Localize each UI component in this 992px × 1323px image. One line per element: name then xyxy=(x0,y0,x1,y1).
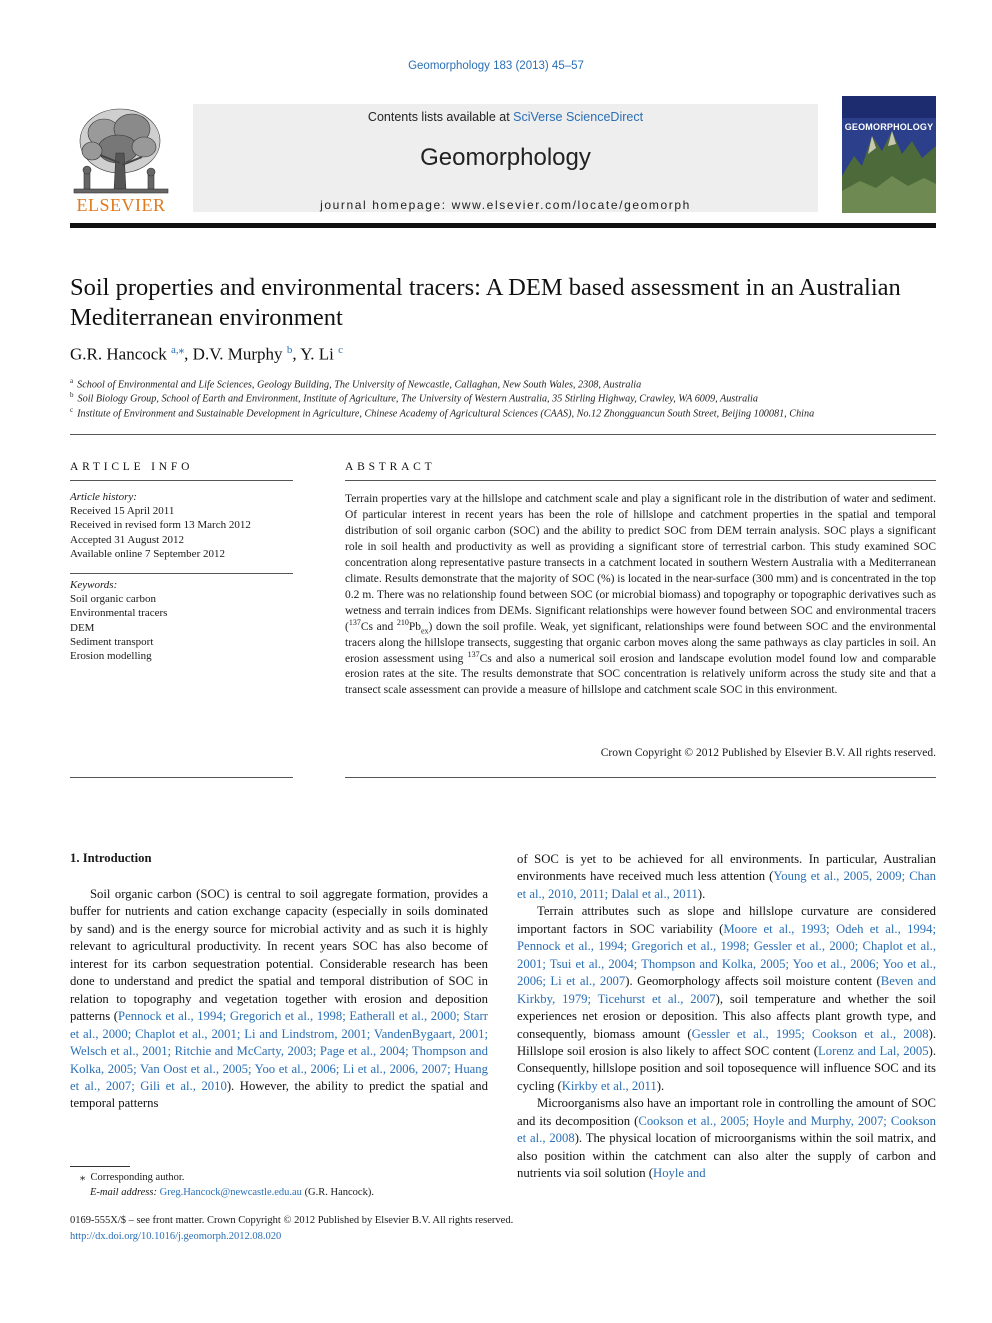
citation-link[interactable]: Cookson et al., 2005; Hoyle and Murphy, 2007; Cookson et al., 2008 xyxy=(517,1113,936,1146)
body-text: ). Hillslope soil erosion is also likely to affect SOC content ( xyxy=(517,1026,936,1058)
body-paragraph xyxy=(70,886,488,1113)
contents-prefix: Contents lists available at xyxy=(367,110,514,124)
keyword-item: Soil organic carbon xyxy=(70,593,156,606)
body-text: of SOC is yet to be achieved for all environments. In particular, Australian environments have received much less attention ( xyxy=(517,852,936,884)
elsevier-logo xyxy=(70,103,172,215)
affiliation-mark: a xyxy=(70,377,74,385)
citation-link[interactable]: Kirkby et al., 2011 xyxy=(561,1078,657,1093)
isotope-mass: 210 xyxy=(396,617,409,627)
body-text: ). Geomorphology affects soil moisture content ( xyxy=(625,974,881,989)
body-text: Terrain attributes such as slope and hillslope curvature are considered important factors in SOC variability ( xyxy=(517,904,936,936)
isotope-mass: 137 xyxy=(348,617,361,627)
article-title: Soil properties and environmental tracers: A DEM based assessment in an Australian Mediterranean environment xyxy=(70,274,901,331)
body-text: ). Consequently, hillslope position and soil toposequence will influence SOC and its cycling ( xyxy=(517,1043,936,1093)
body-text: ). xyxy=(697,886,706,901)
citation-link[interactable]: Beven and Kirkby, 1979; Ticehurst et al., 2007 xyxy=(517,974,936,1006)
email-label: E-mail address: xyxy=(90,1187,157,1199)
divider xyxy=(70,777,293,778)
abstract-text xyxy=(345,492,936,699)
body-paragraph xyxy=(517,851,936,903)
abstract-copyright: Crown Copyright © 2012 Published by Elsevier B.V. All rights reserved. xyxy=(600,747,936,759)
citation-link[interactable]: Lorenz and Lal, 2005 xyxy=(818,1043,929,1058)
divider xyxy=(345,480,936,481)
divider xyxy=(70,480,293,481)
history-label: Article history: xyxy=(70,491,137,503)
citation-link[interactable]: Young et al., 2005, 2009; Chan et al., 2010, 2011; Dalal et al., 2011 xyxy=(517,869,936,901)
elsevier-wordmark: ELSEVIER xyxy=(76,195,166,215)
footnote-rule xyxy=(70,1166,130,1167)
keyword-item: Sediment transport xyxy=(70,635,154,648)
body-text: Microorganisms also have an important role in controlling the amount of SOC and its decomposition ( xyxy=(517,1096,936,1128)
article-history xyxy=(70,490,293,561)
body-paragraph xyxy=(517,1095,936,1182)
affiliation-mark: b xyxy=(70,391,74,399)
isotope-mass: 137 xyxy=(467,649,480,659)
body-column-right xyxy=(517,851,936,1183)
affiliation-a xyxy=(70,377,641,390)
author-list xyxy=(70,343,343,365)
front-matter-footer xyxy=(70,1213,670,1244)
keyword-item: DEM xyxy=(70,621,95,634)
journal-cover-image xyxy=(842,96,936,213)
history-item: Received in revised form 13 March 2012 xyxy=(70,519,251,532)
author-affiliation-mark[interactable]: a,⁎ xyxy=(171,344,185,356)
corresponding-author-note xyxy=(70,1170,488,1185)
body-text: ). xyxy=(656,1078,665,1093)
footnote-mark: ⁎ xyxy=(80,1172,86,1183)
author-affiliation-mark[interactable]: c xyxy=(338,344,344,356)
author-name: G.R. Hancock xyxy=(70,344,167,364)
cover-title: GEOMORPHOLOGY xyxy=(844,122,934,132)
citation-link[interactable]: Moore et al., 1993; Odeh et al., 1994; Pennock et al., 1994; Gregorich et al., 1998; Gessler et al., 2000; Chaplot et al., 2001; Tsui et al., 2004; Thompson and Kolka, 2005; Yoo et al., 2006; Yoo et al., 2006; Li et al., 2007 xyxy=(517,921,936,989)
article-info-heading: ARTICLE INFO xyxy=(70,461,194,473)
keyword-item: Erosion modelling xyxy=(70,650,152,663)
author-separator: , xyxy=(292,344,301,364)
abstract-part: Cs and xyxy=(360,620,397,633)
history-item: Received 15 April 2011 xyxy=(70,505,175,518)
affiliation-text: Institute of Environment and Sustainable Development in Agriculture, Chinese Academy of Agricultural Sciences (CAAS), No.12 Zhongguancun South Street, Beijing 100081, China xyxy=(77,408,815,420)
citation-link[interactable]: Gessler et al., 1995; Cookson et al., 2008 xyxy=(691,1026,929,1041)
journal-banner xyxy=(193,104,818,212)
journal-name: Geomorphology xyxy=(420,144,591,171)
keywords xyxy=(70,578,293,663)
journal-homepage[interactable]: journal homepage: www.elsevier.com/locate/geomorph xyxy=(320,198,691,212)
doi-link[interactable]: http://dx.doi.org/10.1016/j.geomorph.2012.08.020 xyxy=(70,1230,282,1242)
affiliation-text: Soil Biology Group, School of Earth and Environment, Institute of Agriculture, The University of Western Australia, 35 Stirling Highway, Crawley, WA 6009, Australia xyxy=(77,393,758,405)
section-heading-introduction: 1. Introduction xyxy=(70,851,152,865)
body-text: ). The physical location of microorganisms within the soil matrix, and also position within the catchment can also alter the supply of carbon and nutrients via soil solution ( xyxy=(517,1131,936,1181)
abstract-part: ) down the soil profile. Weak, yet significant, relationships were found between SOC and the environmental tracers along the hillslope transects, suggesting that organic carbon moves along the same pathways as clay particles in soil. An erosion assessment using xyxy=(345,620,937,665)
footnote xyxy=(70,1170,488,1201)
author-affiliation-mark[interactable]: b xyxy=(286,344,293,356)
author-name: Y. Li xyxy=(300,344,334,364)
body-column-left xyxy=(70,886,488,1113)
author-name: D.V. Murphy xyxy=(192,344,283,364)
affiliation-c xyxy=(70,406,814,419)
abstract-heading: ABSTRACT xyxy=(345,461,436,473)
isotope-subscript: ex xyxy=(420,625,429,635)
body-text: ), soil temperature and whether the soil experiences net erosion or deposition. This also affects plant growth type, and consequently, biomass amount ( xyxy=(517,991,936,1041)
journal-cover xyxy=(842,96,936,213)
affiliation-text: School of Environmental and Life Sciences, Geology Building, The University of Newcastle, Callaghan, New South Wales, 2308, Australia xyxy=(77,379,642,391)
header-rule xyxy=(70,223,936,228)
citation-link[interactable]: Pennock et al., 1994; Gregorich et al., 1998; Eatherall et al., 2000; Starr et al., 2000; Chaplot et al., 2001; Li and Lindstrom, 2001; VandenBygaart, 2001; Welsch et al., 2001; Ritchie and McCarty, 2003; Page et al., 2004; Thompson and Kolka, 2005; Van Oost et al., 2005; Yoo et al., 2006; Li et al., 2006, 2007; Huang et al., 2007; Gili et al., 2010 xyxy=(70,1009,488,1093)
history-item: Available online 7 September 2012 xyxy=(70,547,225,560)
keywords-label: Keywords: xyxy=(70,579,118,591)
divider xyxy=(70,573,293,574)
body-text: ). However, the ability to predict the spatial and temporal patterns xyxy=(70,1078,488,1111)
divider xyxy=(345,777,936,778)
email-link[interactable]: Greg.Hancock@newcastle.edu.au xyxy=(159,1187,302,1199)
footnote-text: Corresponding author. xyxy=(90,1172,185,1183)
divider xyxy=(70,434,936,435)
keyword-item: Environmental tracers xyxy=(70,607,168,620)
abstract-part: Pb xyxy=(408,620,421,633)
body-paragraph xyxy=(517,903,936,1095)
contents-line xyxy=(193,110,818,124)
abstract-part: Cs and also a numerical soil erosion and landscape evolution model found low and comparable erosion rates at the site. The results demonstrate that SOC concentration is relatively uniform across the study site and that a transect scale assessment can provide a measure of hillslope and catchment scale SOC in this environment. xyxy=(345,652,936,697)
affiliation-mark: c xyxy=(70,406,74,414)
sciencedirect-link[interactable]: SciVerse ScienceDirect xyxy=(513,110,644,124)
journal-citation[interactable]: Geomorphology 183 (2013) 45–57 xyxy=(408,60,584,72)
email-suffix: (G.R. Hancock). xyxy=(301,1187,374,1199)
affiliation-b xyxy=(70,391,758,404)
body-text: Soil organic carbon (SOC) is central to soil aggregate formation, provides a buffer for nutrients and cation exchange capacity (especially in soils dominated by sand) and is the energy source for microbial activity and as such it is highly relevant to agricultural productivity. In recent years SOC has also become of interest for its carbon sequestration potential. Considerable research has been done to understand and predict the spatial and temporal distribution of SOC in relation to topography and vegetation together with erosion and deposition patterns ( xyxy=(70,887,488,1024)
history-item: Accepted 31 August 2012 xyxy=(70,533,184,546)
email-note xyxy=(70,1185,488,1200)
issn-line: 0169-555X/$ – see front matter. Crown Copyright © 2012 Published by Elsevier B.V. All rights reserved. xyxy=(70,1215,514,1226)
abstract-part: Terrain properties vary at the hillslope and catchment scale and play a significant role in the distribution of water and sediment. Of particular interest in recent years has been the role of hillslope and catchment properties in the spatial and temporal distribution of soil organic carbon (SOC) and the ability to predict SOC from DEM terrain analysis. SOC plays a significant role in soil health and productivity as well as providing a significant store of terrestrial carbon. This study examined SOC concentration along representative pasture transects in a catchment located in southern Western Australia with a Mediterranean climate. Results demonstrate that the majority of SOC (%) is located in the near-surface (300 mm) and is concentrated in the top 0.2 m. There was no relationship found between SOC (or microbial biomass) and topography or topographic derivatives such as wetness and terrain indices from DEMs. Significant relationships were however found between SOC and environmental tracers ( xyxy=(345,493,936,633)
author-separator: , xyxy=(184,344,193,364)
citation-link[interactable]: Hoyle and xyxy=(653,1166,706,1181)
